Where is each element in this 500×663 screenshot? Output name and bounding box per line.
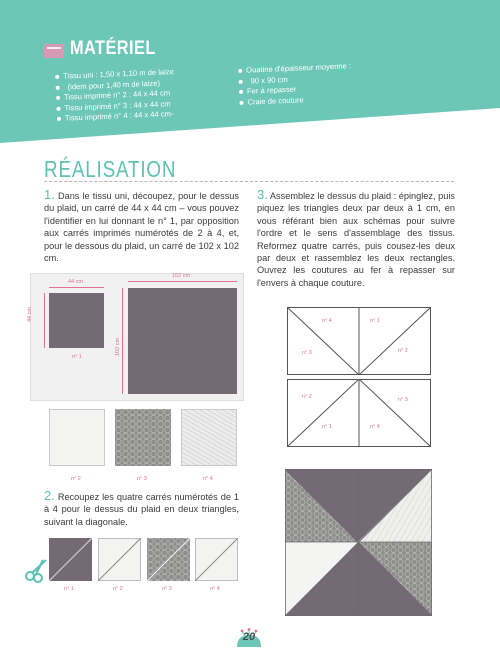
square-label: n° 3 (162, 586, 172, 592)
fabric-square-n3 (115, 409, 171, 466)
scissors-icon (24, 557, 50, 583)
step-text: Assemblez le dessus du plaid : épinglez, puis piquez les triangles deux par deux à 1 cm, en vous référant bien aux schémas pour suivre l'ordre et le sens d'assemblage des tissus. Reformez quatre carrés, puis cousez-les deux par deux et rassemblez les deux rectangles. Ouvrez les coutures au fer à repasser sur l'envers à chaque couture. (257, 191, 455, 288)
materiel-item-note: (idem pour 1,40 m de laize) (55, 78, 174, 94)
triangle-label: n° 3 (302, 350, 312, 356)
dimension-label: 44 cm (27, 307, 33, 322)
dimension-line (122, 288, 123, 394)
cut-square-n2 (98, 538, 141, 581)
pinwheel-quilt-top (285, 469, 432, 616)
square-label: n° 3 (137, 476, 147, 482)
step-2 (44, 490, 239, 528)
materiel-title: MATÉRIEL (70, 38, 156, 59)
triangle-label: n° 1 (322, 424, 332, 430)
dimension-line (128, 281, 237, 282)
materiel-item: Tissu imprimé n° 2 : 44 x 44 cm (56, 88, 175, 104)
square-label: n° 1 (64, 586, 74, 592)
triangle-label: n° 3 (398, 397, 408, 403)
dimension-label: 102 cm (115, 337, 121, 356)
triangle-label: n° 4 (322, 318, 332, 324)
cut-square-n1 (49, 538, 92, 581)
cut-line (147, 538, 190, 581)
dimension-label: 44 cm (68, 279, 83, 285)
cut-square-n4 (195, 538, 238, 581)
materiel-item-note: 90 x 90 cm (238, 72, 351, 87)
square-label: n° 1 (72, 354, 82, 360)
materiel-item: Tissu imprimé n° 4 : 44 x 44 cm- (57, 109, 176, 125)
triangle-label: n° 2 (302, 394, 312, 400)
materiel-list-right (238, 61, 353, 108)
assembly-diagram-bottom (287, 379, 431, 447)
dimension-label: 102 cm (172, 273, 191, 279)
triangle-label: n° 4 (370, 424, 380, 430)
square-label: n° 4 (203, 476, 213, 482)
step-number: 1. (44, 187, 55, 202)
fabric-square-n1 (49, 293, 104, 348)
assembly-diagram-top (287, 307, 431, 375)
step-number: 2. (44, 488, 55, 503)
realisation-title: RÉALISATION (44, 156, 177, 182)
page-number: 20 (242, 631, 256, 643)
materiel-item: Ouatine d'épaisseur moyenne : (238, 61, 351, 76)
dimension-line (44, 293, 45, 348)
triangle-label: n° 1 (370, 318, 380, 324)
square-label: n° 2 (113, 586, 123, 592)
step-text: Dans le tissu uni, découpez, pour le dessus du plaid, un carré de 44 x 44 cm – vous pouvez l'identifier en lui donnant le n° 1, par opposition aux carrés imprimés numérotés de 2 à 4, et, pour le dessous du plaid, un carré de 102 x 102 cm. (44, 191, 239, 264)
materiel-item: Tissu imprimé n° 3 : 44 x 44 cm (56, 99, 175, 115)
square-label: n° 4 (210, 586, 220, 592)
fabric-square-n4 (181, 409, 237, 466)
step-3 (257, 189, 455, 289)
materiel-item: Tissu uni : 1,50 x 1,10 m de laize (55, 67, 174, 83)
materiel-tag-icon (44, 44, 64, 58)
step-text: Recoupez les quatre carrés numérotés de 1 à 4 pour le dessus du plaid en deux triangles, suivant la diagonale. (44, 492, 239, 527)
square-label: n° 2 (71, 476, 81, 482)
triangle-label: n° 2 (398, 348, 408, 354)
materiel-list-left (55, 67, 176, 125)
section-divider (44, 181, 454, 182)
materiel-item: Fer à repasser (239, 82, 352, 97)
step-number: 3. (257, 187, 268, 202)
dimension-line (49, 287, 104, 288)
fabric-square-n2 (49, 409, 105, 466)
step-1 (44, 189, 239, 264)
materiel-item: Craie de couture (239, 93, 352, 108)
fabric-square-bottom (128, 288, 237, 394)
